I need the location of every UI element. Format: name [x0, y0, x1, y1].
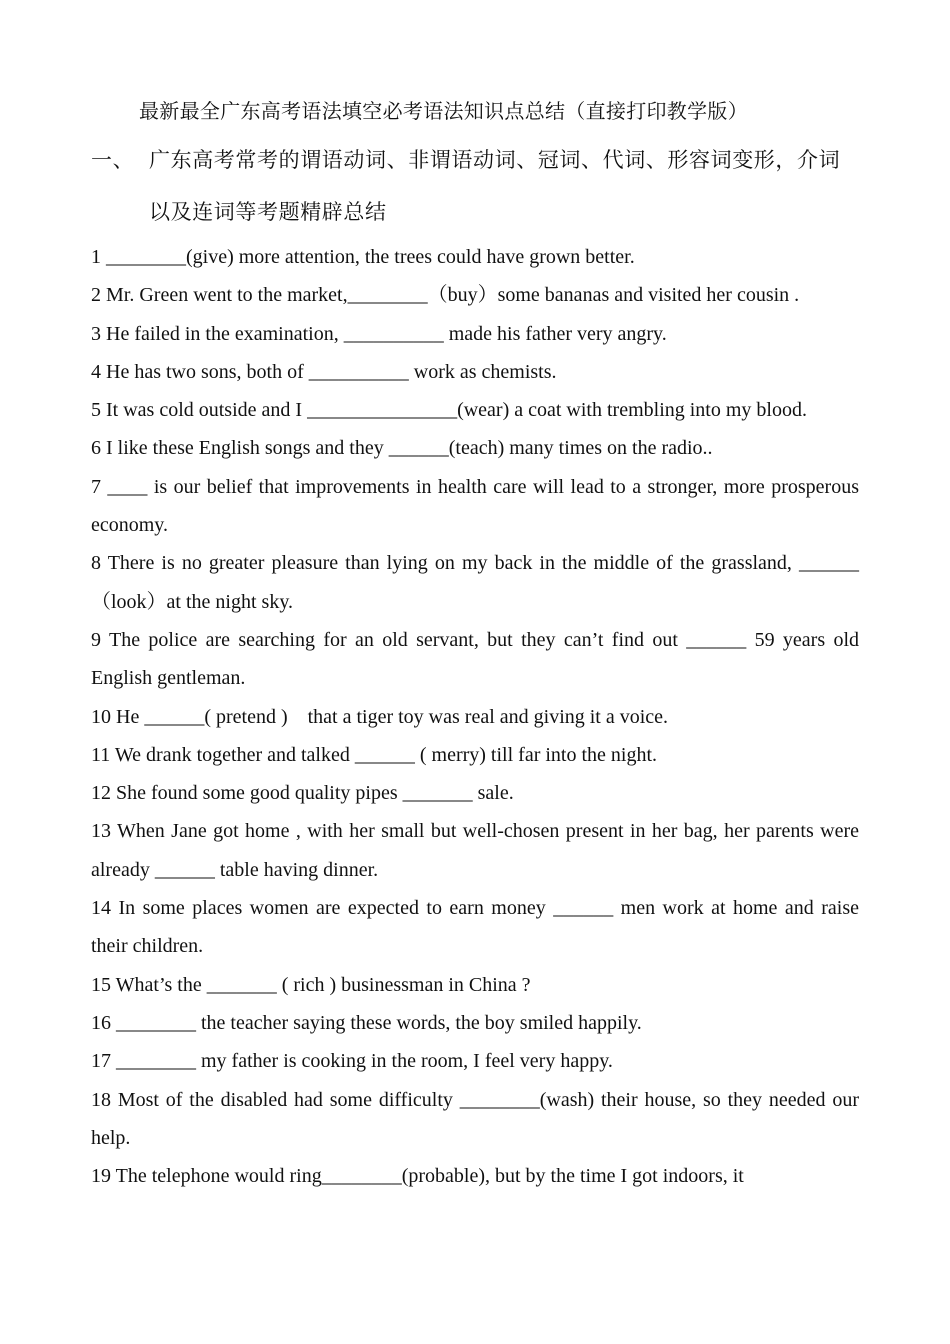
section-heading	[91, 134, 859, 238]
question-13: 13 When Jane got home , with her small but well-chosen present in her bag, her parents were already ______ table having dinner.	[91, 820, 859, 881]
question-7: 7 ____ is our belief that improvements in health care will lead to a stronger, more prosperous economy.	[91, 475, 859, 537]
section-number: 一、	[91, 148, 135, 172]
section-heading-line-2: 以及连词等考题精辟总结	[149, 200, 387, 224]
question-15: 15 What’s the _______ ( rich ) businessman in China ?	[91, 973, 531, 996]
question-list	[91, 238, 859, 1195]
question-17: 17 ________ my father is cooking in the room, I feel very happy.	[91, 1050, 613, 1073]
question-3: 3 He failed in the examination, __________ made his father very angry.	[91, 322, 667, 345]
question-5: 5 It was cold outside and I _______________(wear) a coat with trembling into my blood.	[91, 399, 807, 422]
document-title: 最新最全广东高考语法填空必考语法知识点总结（直接打印教学版）	[139, 101, 748, 123]
question-8: 8 There is no greater pleasure than lying on my back in the middle of the grassland, ______ （look）at the night sky.	[91, 552, 859, 613]
question-6: 6 I like these English songs and they ______(teach) many times on the radio..	[91, 437, 713, 460]
question-14: 14 In some places women are expected to earn money ______ men work at home and raise their children.	[91, 897, 859, 958]
question-16: 16 ________ the teacher saying these words, the boy smiled happily.	[91, 1011, 642, 1034]
question-9: 9 The police are searching for an old servant, but they can’t find out ______ 59 years old English gentleman.	[91, 628, 859, 690]
section-heading-line-1: 广东高考常考的谓语动词、非谓语动词、冠词、代词、形容词变形，介词	[149, 148, 841, 172]
question-1: 1 ________(give) more attention, the trees could have grown better.	[91, 246, 635, 268]
question-4: 4 He has two sons, both of __________ work as chemists.	[91, 360, 557, 383]
question-11: 11 We drank together and talked ______ ( merry) till far into the night.	[91, 743, 658, 766]
question-12: 12 She found some good quality pipes _______ sale.	[91, 782, 514, 805]
question-2: 2 Mr. Green went to the market,________（buy）some bananas and visited her cousin .	[91, 284, 800, 307]
question-19: 19 The telephone would ring________(probable), but by the time I got indoors, it	[91, 1165, 744, 1188]
question-10: 10 He ______( pretend ) that a tiger toy was real and giving it a voice.	[91, 705, 669, 728]
question-18: 18 Most of the disabled had some difficulty ________(wash) their house, so they needed our help.	[91, 1088, 859, 1149]
